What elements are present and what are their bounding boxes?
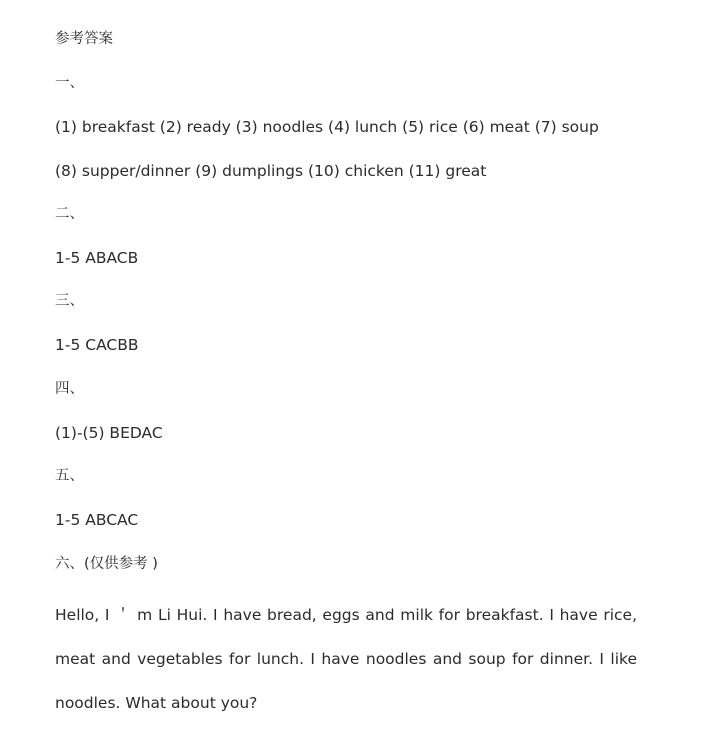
section-2-answers: 1-5 ABACB: [55, 249, 139, 267]
section-1-line-1: (1) breakfast (2) ready (3) noodles (4) lunch (5) rice (6) meat (7) soup: [55, 118, 599, 136]
section-3-heading: 三、: [55, 293, 84, 309]
section-1-line-2: (8) supper/dinner (9) dumplings (10) chicken (11) great: [55, 162, 487, 180]
section-4-answers: (1)-(5) BEDAC: [55, 424, 163, 442]
section-1-heading: 一、: [55, 75, 84, 91]
section-5-answers: 1-5 ABCAC: [55, 511, 139, 529]
section-3-answers: 1-5 CACBB: [55, 336, 139, 354]
document-title: 参考答案: [55, 31, 113, 47]
section-5-heading: 五、: [55, 468, 84, 484]
sample-essay: Hello, I ＇ m Li Hui. I have bread, eggs and milk for breakfast. I have rice, meat and vegetables for lunch. I have noodles and soup for dinner. I like noodles. What about you?: [55, 606, 637, 712]
section-2-heading: 二、: [55, 206, 84, 222]
section-6-heading: 六、(仅供参考 ): [55, 556, 158, 572]
section-4-heading: 四、: [55, 381, 84, 397]
